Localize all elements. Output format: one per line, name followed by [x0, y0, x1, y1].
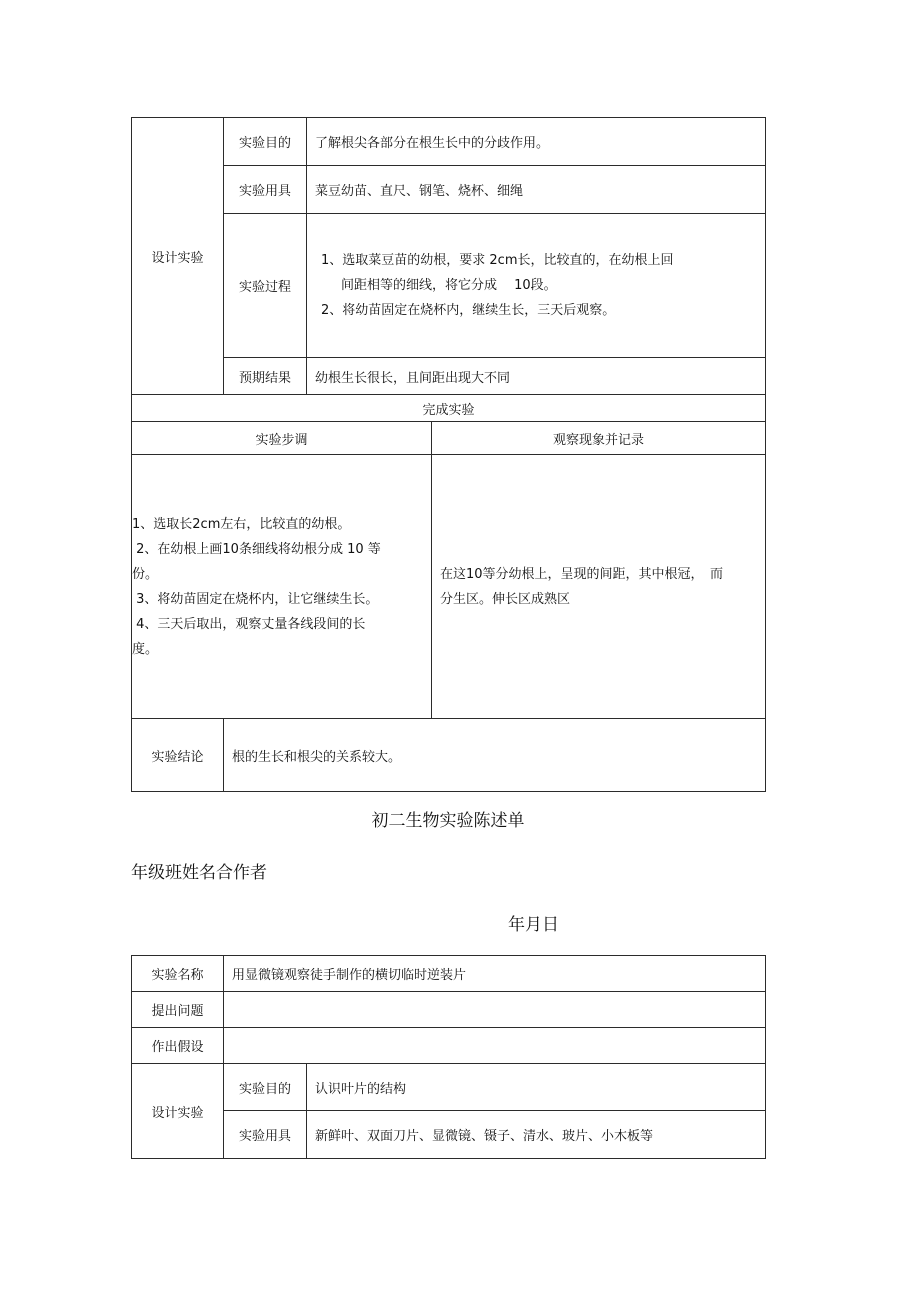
- design-experiment-label-2: 设计实验: [132, 1064, 224, 1159]
- experiment-table-1: [131, 117, 766, 792]
- steps-cell: [132, 455, 432, 719]
- process-line: 2、将幼苗固定在烧杯内，继续生长，三天后观察。: [321, 303, 616, 318]
- info-line: 年级班姓名合作者: [131, 863, 267, 883]
- observation-cell: [432, 455, 766, 719]
- conclusion-label: 实验结论: [132, 719, 224, 792]
- purpose-value-2: 认识叶片的结构: [307, 1064, 766, 1111]
- materials-label: 实验用具: [224, 166, 307, 214]
- steps-header: 实验步调: [132, 422, 432, 455]
- purpose-label-2: 实验目的: [224, 1064, 307, 1111]
- step-line: 3、将幼苗固定在烧杯内，让它继续生长。: [132, 591, 379, 607]
- hypothesis-label: 作出假设: [132, 1028, 224, 1064]
- conclusion-value: 根的生长和根尖的关系较大。: [224, 719, 766, 792]
- name-label: 实验名称: [132, 956, 224, 992]
- name-value: 用显微镜观察徒手制作的横切临时逆装片: [224, 956, 766, 992]
- design-experiment-label: 设计实验: [132, 118, 224, 395]
- process-label: 实验过程: [224, 214, 307, 358]
- step-line: 4、三天后取出，观察丈量各线段间的长: [132, 616, 366, 632]
- hypothesis-value: [224, 1028, 766, 1064]
- complete-experiment-header: 完成实验: [132, 395, 766, 422]
- question-value: [224, 992, 766, 1028]
- step-line: 份。: [132, 566, 159, 582]
- materials-value: 菜豆幼苗、直尺、钢笔、烧杯、细绳: [307, 166, 766, 214]
- observe-header: 观察现象并记录: [432, 422, 766, 455]
- expected-label: 预期结果: [224, 358, 307, 395]
- process-line: 间距相等的细线，将它分成 10段。: [341, 278, 557, 293]
- step-line: 2、在幼根上画10条细线将幼根分成 10 等: [132, 541, 381, 557]
- observation-line: 在这10等分幼根上，呈现的间距，其中根冠， 而: [440, 566, 724, 582]
- materials-label-2: 实验用具: [224, 1111, 307, 1159]
- expected-value: 幼根生长很长，且间距出现大不同: [307, 358, 766, 395]
- purpose-value: 了解根尖各部分在根生长中的分歧作用。: [307, 118, 766, 166]
- step-line: 度。: [132, 641, 159, 657]
- purpose-label: 实验目的: [224, 118, 307, 166]
- date-line: 年月日: [508, 915, 559, 935]
- experiment-table-2: [131, 955, 766, 1159]
- materials-value-2: 新鲜叶、双面刀片、显微镜、镊子、清水、玻片、小木板等: [307, 1111, 766, 1159]
- step-line: 1、选取长2cm左右，比较直的幼根。: [132, 516, 351, 532]
- observation-line: 分生区。伸长区成熟区: [440, 591, 571, 607]
- sheet-title: 初二生物实验陈述单: [371, 811, 525, 831]
- process-line: 1、选取菜豆苗的幼根，要求 2cm长，比较直的，在幼根上回: [321, 253, 674, 268]
- process-value: [307, 214, 766, 358]
- question-label: 提出问题: [132, 992, 224, 1028]
